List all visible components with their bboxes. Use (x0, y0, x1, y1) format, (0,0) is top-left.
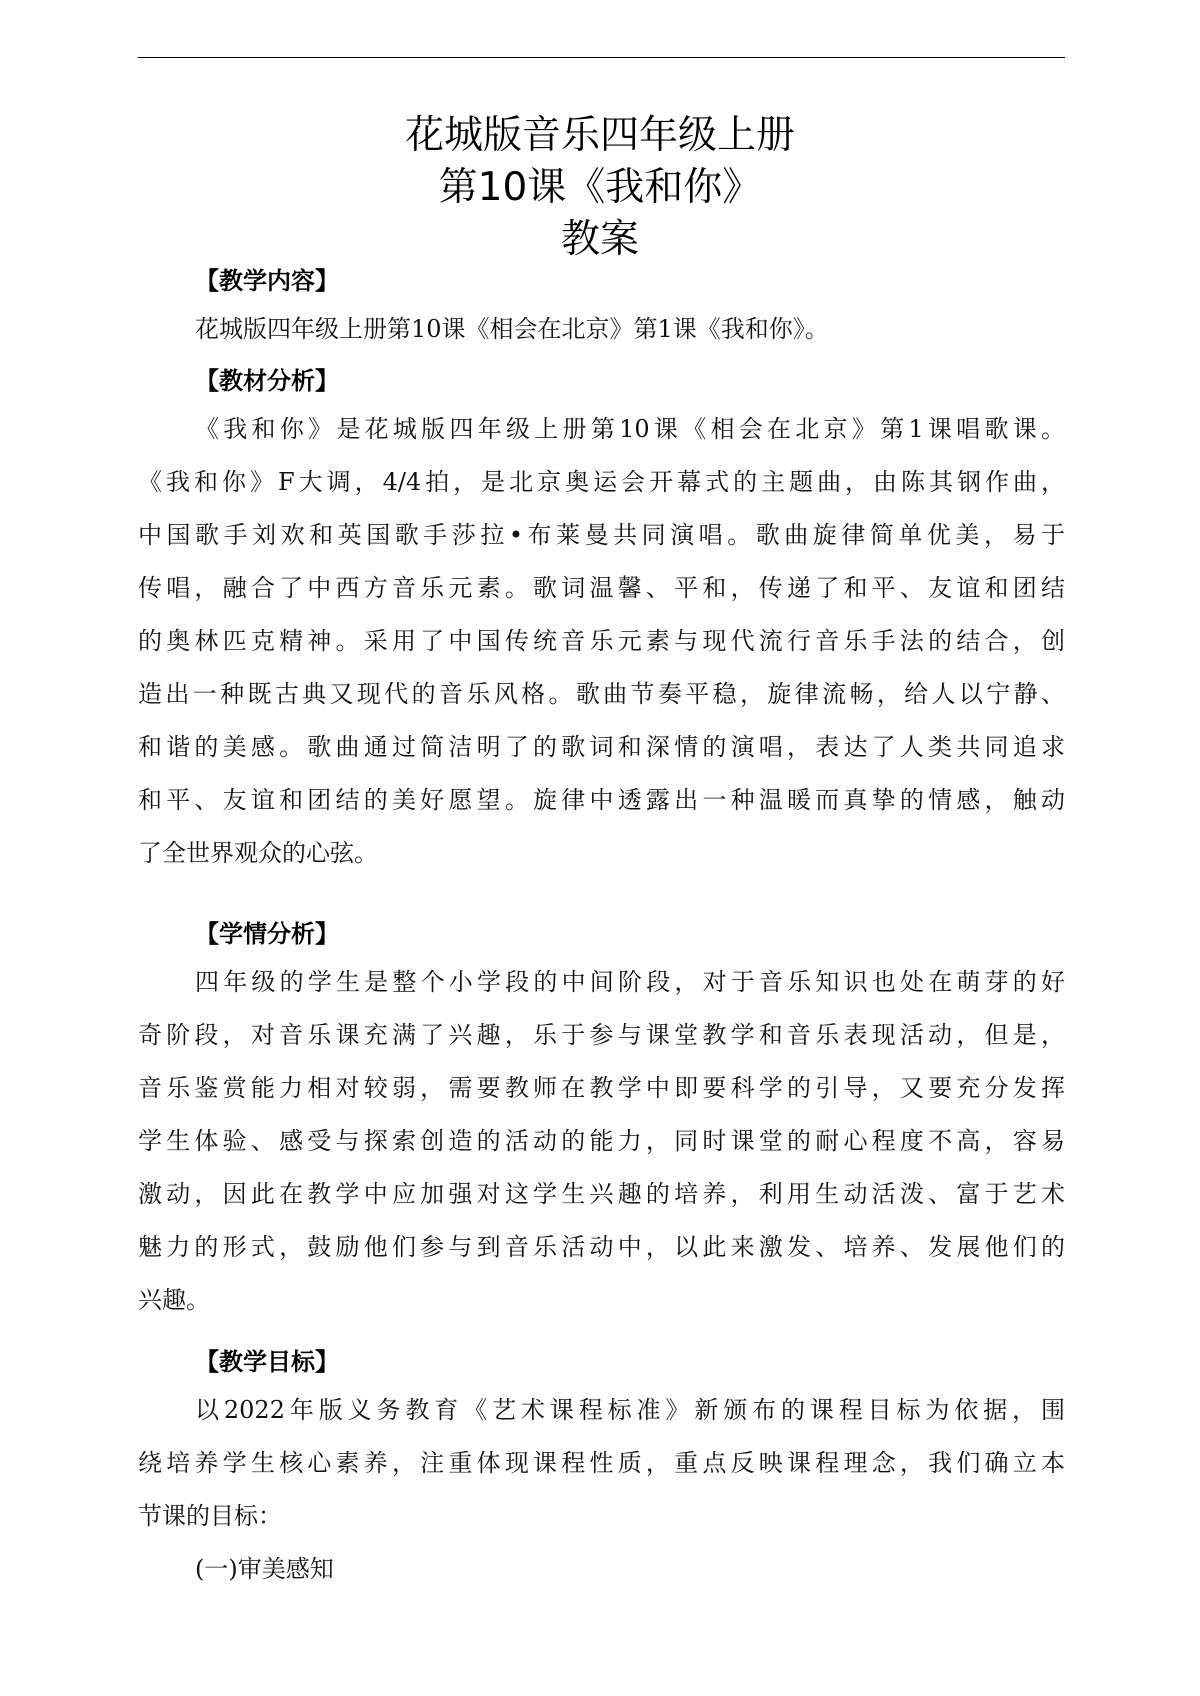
paragraph-line: 奇阶段，对音乐课充满了兴趣，乐于参与课堂教学和音乐表现活动，但是， (138, 1021, 1065, 1049)
section-body-goals (138, 1384, 1065, 1596)
paragraph-line: 《我和你》是花城版四年级上册第10课《相会在北京》第1课唱歌课。 (195, 415, 1065, 443)
document-title (0, 110, 1200, 266)
subsection-heading: (一)审美感知 (195, 1555, 334, 1583)
paragraph-line: 《我和你》F大调，4/4拍，是北京奥运会开幕式的主题曲，由陈其钢作曲， (138, 468, 1065, 496)
paragraph-line: 四年级的学生是整个小学段的中间阶段，对于音乐知识也处在萌芽的好 (195, 968, 1065, 996)
paragraph-line: 音乐鉴赏能力相对较弱，需要教师在教学中即要科学的引导，又要充分发挥 (138, 1074, 1065, 1102)
paragraph-line: 学生体验、感受与探索创造的活动的能力，同时课堂的耐心程度不高，容易 (138, 1127, 1065, 1155)
paragraph-line: 兴趣。 (138, 1286, 210, 1314)
section-body-students (138, 956, 1065, 1327)
section-body-material (138, 403, 1065, 880)
paragraph-line: 花城版四年级上册第10课《相会在北京》第1课《我和你》。 (195, 315, 829, 343)
section-heading-goals: 【教学目标】 (195, 1348, 339, 1376)
title-line-2: 第10课《我和你》 (438, 165, 762, 210)
header-rule (138, 57, 1065, 58)
section-heading-material: 【教材分析】 (195, 367, 339, 395)
title-line-1: 花城版音乐四年级上册 (404, 113, 795, 158)
paragraph-line: 和谐的美感。歌曲通过简洁明了的歌词和深情的演唱，表达了人类共同追求 (138, 733, 1065, 761)
paragraph-line: 节课的目标： (138, 1502, 282, 1530)
paragraph-line: 了全世界观众的心弦。 (138, 839, 378, 867)
section-heading-content: 【教学内容】 (195, 267, 339, 295)
paragraph-line: 的奥林匹克精神。采用了中国传统音乐元素与现代流行音乐手法的结合，创 (138, 627, 1065, 655)
paragraph-line: 以2022年版义务教育《艺术课程标准》新颁布的课程目标为依据，围 (195, 1396, 1065, 1424)
paragraph-line: 魅力的形式，鼓励他们参与到音乐活动中，以此来激发、培养、发展他们的 (138, 1233, 1065, 1261)
section-body-content (138, 303, 1065, 356)
paragraph-line: 激动，因此在教学中应加强对这学生兴趣的培养，利用生动活泼、富于艺术 (138, 1180, 1065, 1208)
paragraph-line: 传唱，融合了中西方音乐元素。歌词温馨、平和，传递了和平、友谊和团结 (138, 574, 1065, 602)
paragraph-line: 中国歌手刘欢和英国歌手莎拉•布莱曼共同演唱。歌曲旋律简单优美，易于 (138, 521, 1065, 549)
title-line-3: 教案 (560, 217, 639, 262)
paragraph-line: 造出一种既古典又现代的音乐风格。歌曲节奏平稳，旋律流畅，给人以宁静、 (138, 680, 1065, 708)
paragraph-line: 绕培养学生核心素养，注重体现课程性质，重点反映课程理念，我们确立本 (138, 1449, 1065, 1477)
section-heading-students: 【学情分析】 (195, 920, 339, 948)
paragraph-line: 和平、友谊和团结的美好愿望。旋律中透露出一种温暖而真挚的情感，触动 (138, 786, 1065, 814)
